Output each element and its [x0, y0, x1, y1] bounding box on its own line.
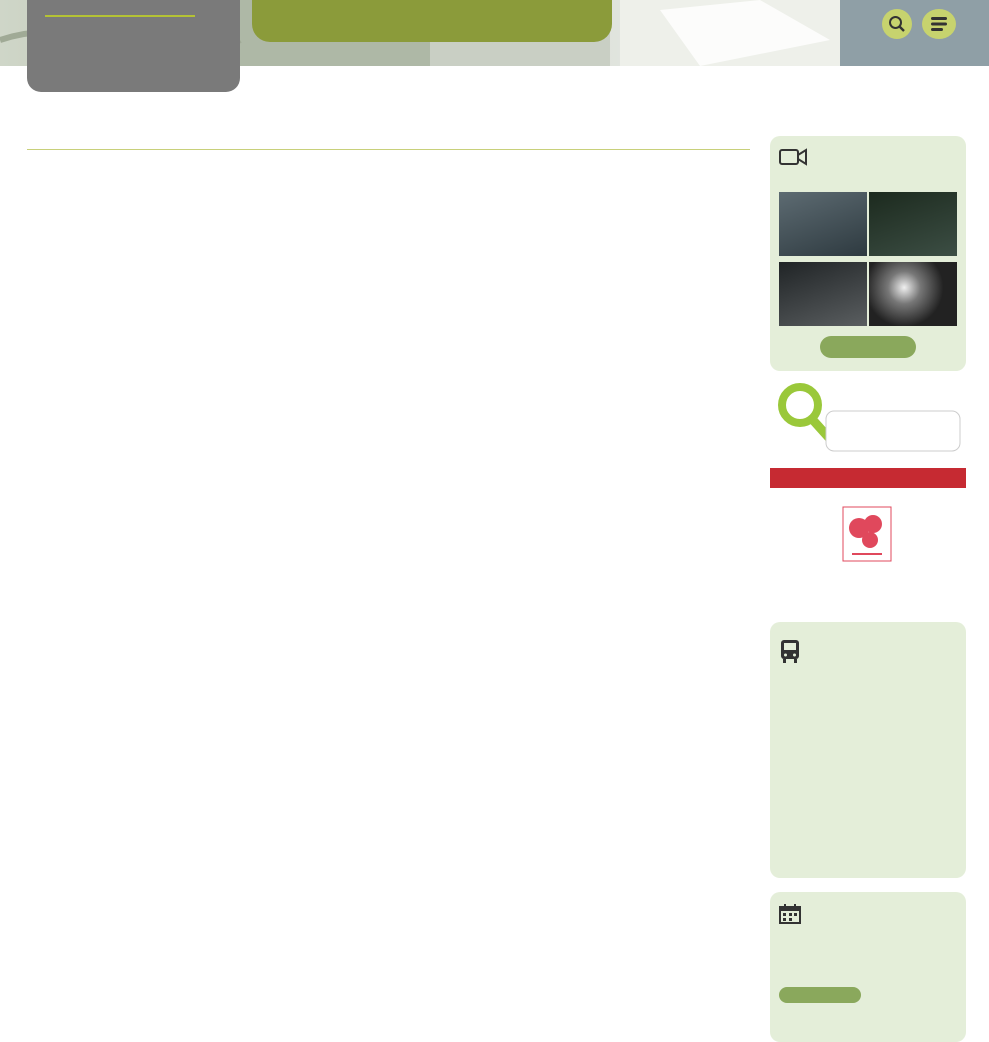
- menu-button[interactable]: [922, 9, 956, 39]
- pdie-logo[interactable]: [778, 383, 962, 459]
- search-icon: [888, 15, 906, 33]
- site-tagline: [252, 0, 612, 42]
- chart-duree-parution: [394, 715, 756, 937]
- bus-card: [770, 622, 966, 878]
- voir-evenement-button[interactable]: [779, 987, 861, 1003]
- site-logo[interactable]: [27, 0, 240, 92]
- menu-icon: [929, 16, 949, 32]
- chart-offres-par-commune: [22, 340, 382, 560]
- video-camera-icon: [779, 148, 807, 166]
- voir-trafic-button[interactable]: [820, 336, 916, 358]
- traffic-camera-4[interactable]: [869, 262, 957, 326]
- page-title: [27, 143, 750, 150]
- cottage-flower-icon: [842, 506, 892, 562]
- info-trafic-heading: [779, 148, 957, 166]
- traffic-camera-1[interactable]: [779, 192, 867, 256]
- partenaires-banner: [770, 468, 966, 488]
- pdie-magnifier-icon: [778, 383, 962, 459]
- logo-divider: [45, 15, 195, 17]
- traffic-camera-3[interactable]: [779, 262, 867, 326]
- calendar-icon: [779, 904, 801, 924]
- chart-emplois-disponibles: [22, 715, 382, 937]
- agenda-item1-text: [779, 962, 959, 984]
- chart-offres-par-contrat: [394, 340, 756, 560]
- search-button[interactable]: [882, 9, 912, 39]
- agenda-heading: [779, 904, 957, 924]
- traffic-camera-2[interactable]: [869, 192, 957, 256]
- agenda-card: [770, 892, 966, 1042]
- cottage-logo[interactable]: [842, 506, 892, 582]
- bus-icon: [779, 638, 801, 664]
- info-trafic-card: [770, 136, 966, 371]
